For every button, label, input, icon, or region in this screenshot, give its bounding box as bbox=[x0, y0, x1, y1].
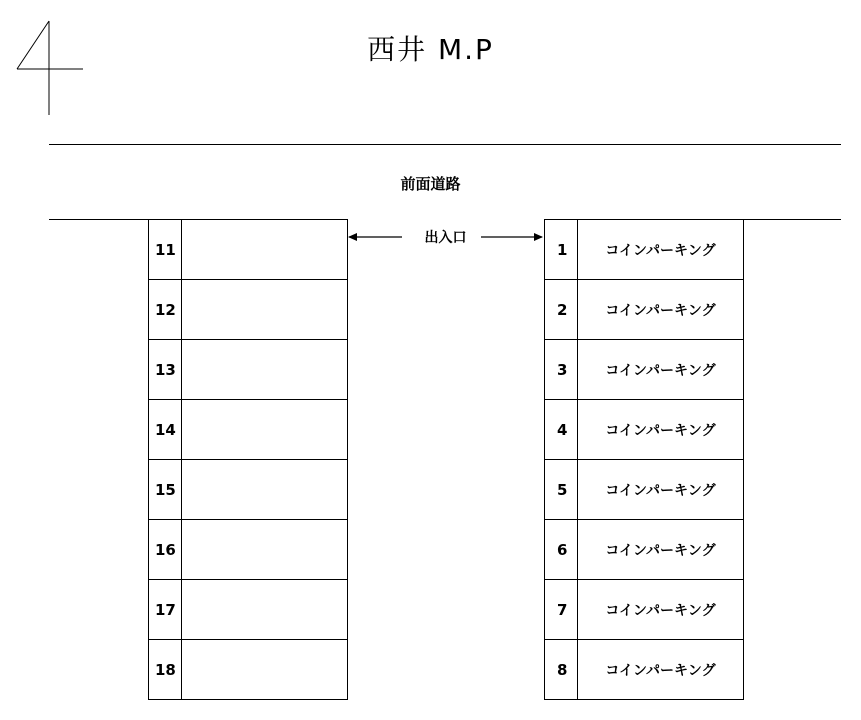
space-number: 7 bbox=[545, 580, 578, 639]
right-space-block bbox=[544, 219, 744, 700]
space-number: 14 bbox=[149, 400, 182, 459]
space-label: コインパーキング bbox=[578, 640, 744, 699]
space-label: コインパーキング bbox=[578, 220, 744, 279]
space-row bbox=[545, 460, 744, 520]
space-label: コインパーキング bbox=[578, 580, 744, 639]
space-number: 13 bbox=[149, 340, 182, 399]
space-row bbox=[545, 580, 744, 640]
space-row bbox=[545, 520, 744, 580]
space-row bbox=[149, 340, 348, 400]
space-row bbox=[149, 280, 348, 340]
space-label bbox=[182, 460, 348, 519]
space-row bbox=[545, 340, 744, 400]
space-number: 4 bbox=[545, 400, 578, 459]
space-number: 3 bbox=[545, 340, 578, 399]
space-number: 2 bbox=[545, 280, 578, 339]
space-row bbox=[149, 220, 348, 280]
entrance-label: 出入口 bbox=[424, 230, 467, 246]
space-row bbox=[149, 580, 348, 640]
space-number: 5 bbox=[545, 460, 578, 519]
road-label: 前面道路 bbox=[400, 175, 461, 193]
space-number: 18 bbox=[149, 640, 182, 699]
space-row bbox=[149, 520, 348, 580]
space-row bbox=[545, 640, 744, 700]
space-label bbox=[182, 520, 348, 579]
space-number: 8 bbox=[545, 640, 578, 699]
space-label bbox=[182, 640, 348, 699]
left-space-block bbox=[148, 219, 348, 700]
road-bottom-line-left bbox=[49, 219, 149, 220]
entrance-marker bbox=[347, 225, 544, 251]
space-number: 12 bbox=[149, 280, 182, 339]
space-label bbox=[182, 400, 348, 459]
space-row bbox=[545, 280, 744, 340]
space-row bbox=[149, 460, 348, 520]
page-title: 西井 M.P bbox=[367, 33, 494, 66]
space-label bbox=[182, 220, 348, 279]
space-label: コインパーキング bbox=[578, 460, 744, 519]
space-number: 1 bbox=[545, 220, 578, 279]
space-label: コインパーキング bbox=[578, 520, 744, 579]
space-number: 16 bbox=[149, 520, 182, 579]
space-label: コインパーキング bbox=[578, 400, 744, 459]
space-row bbox=[149, 640, 348, 700]
space-label bbox=[182, 340, 348, 399]
space-number: 11 bbox=[149, 220, 182, 279]
road-bottom-line-right bbox=[743, 219, 841, 220]
road-top-line bbox=[49, 144, 841, 145]
space-row bbox=[545, 220, 744, 280]
space-number: 17 bbox=[149, 580, 182, 639]
space-row bbox=[545, 400, 744, 460]
space-row bbox=[149, 400, 348, 460]
space-number: 15 bbox=[149, 460, 182, 519]
space-number: 6 bbox=[545, 520, 578, 579]
space-label bbox=[182, 580, 348, 639]
space-label: コインパーキング bbox=[578, 280, 744, 339]
space-label bbox=[182, 280, 348, 339]
space-label: コインパーキング bbox=[578, 340, 744, 399]
